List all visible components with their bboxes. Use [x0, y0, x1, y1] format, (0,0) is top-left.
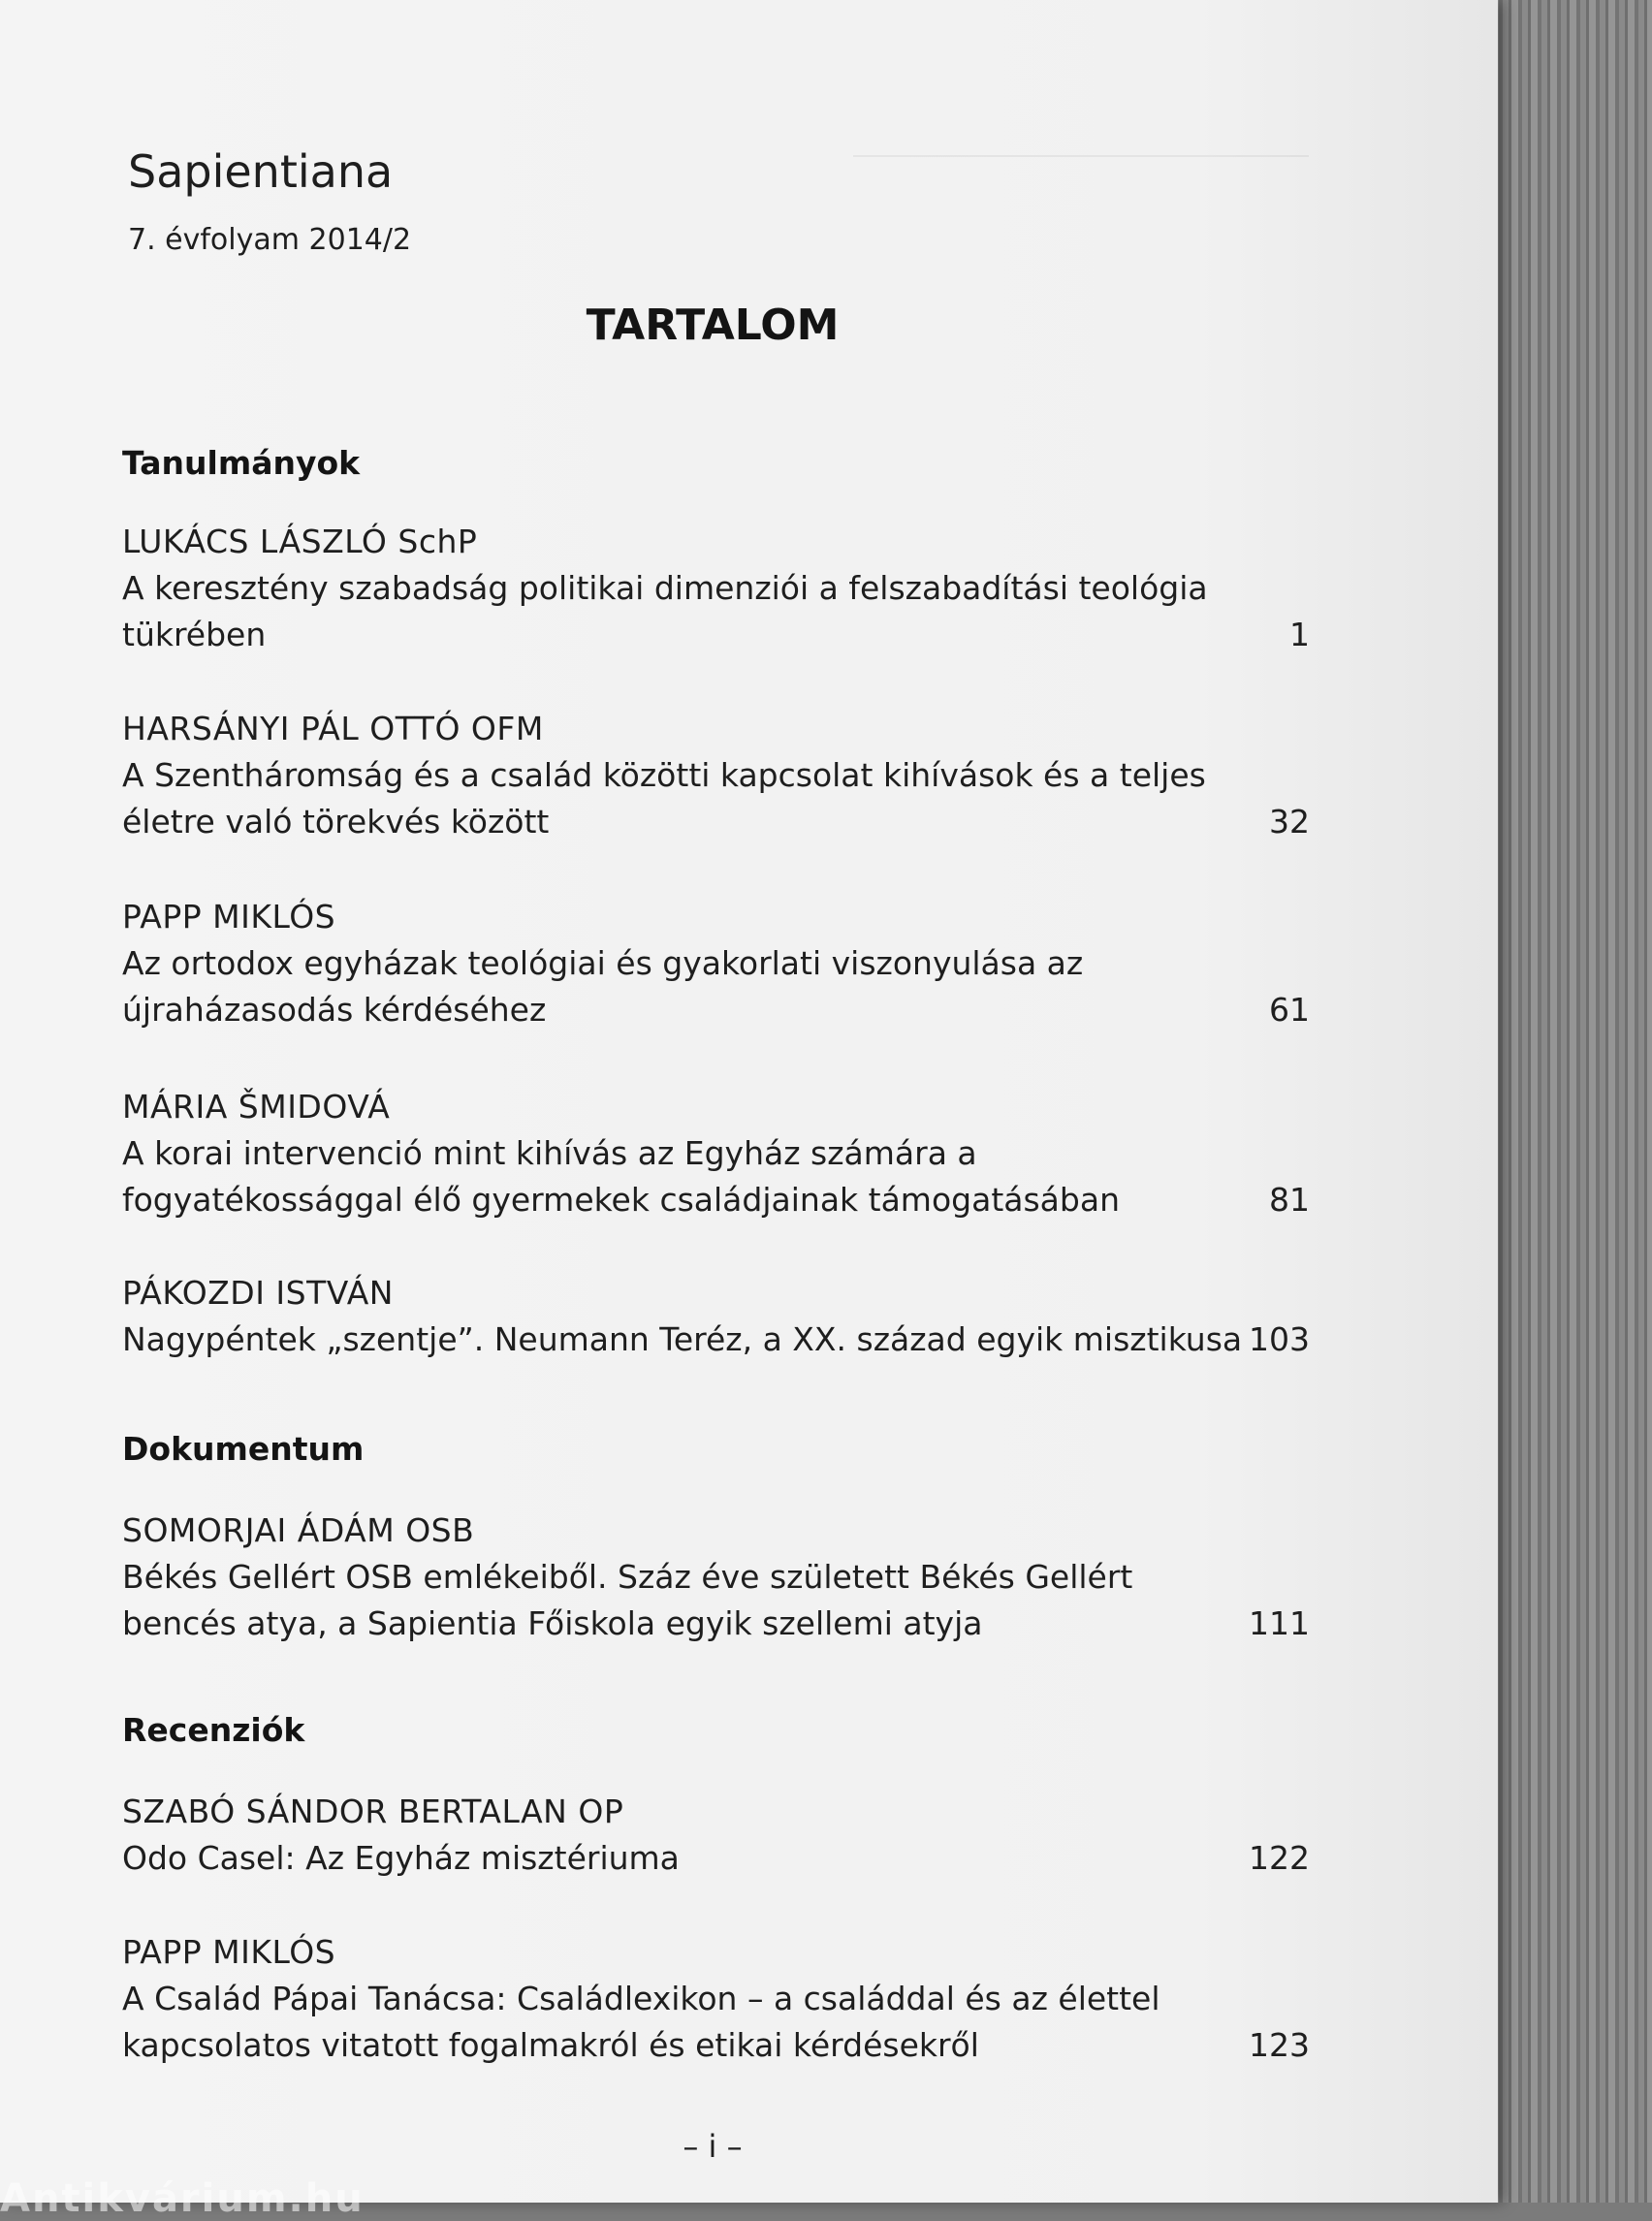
- journal-title: Sapientiana: [128, 145, 394, 198]
- entry-page-number: 1: [1289, 616, 1310, 653]
- toc-entry[interactable]: [122, 1270, 1310, 1363]
- entry-author: MÁRIA ŠMIDOVÁ: [122, 1088, 391, 1126]
- entry-title-line: Odo Casel: Az Egyház misztériuma: [122, 1839, 680, 1877]
- entry-title-line: A Család Pápai Tanácsa: Családlexikon – a családdal és az élettel: [122, 1980, 1160, 2017]
- entry-title-line: életre való törekvés között: [122, 803, 550, 841]
- toc-entry[interactable]: [122, 1507, 1310, 1647]
- entry-page-number: 122: [1249, 1839, 1310, 1877]
- entry-title-line: A korai intervenció mint kihívás az Egyház számára a: [122, 1134, 977, 1172]
- entry-page-number: 81: [1269, 1181, 1310, 1219]
- entry-author: HARSÁNYI PÁL OTTÓ OFM: [122, 710, 544, 747]
- page-folio: – i –: [683, 2128, 743, 2165]
- entry-page-number: 123: [1249, 2026, 1310, 2064]
- toc-entry[interactable]: [122, 706, 1310, 845]
- entry-page-number: 61: [1269, 991, 1310, 1029]
- toc-entry[interactable]: [122, 1789, 1310, 1882]
- toc-entry[interactable]: [122, 519, 1310, 658]
- issue-info: 7. évfolyam 2014/2: [128, 223, 412, 257]
- entry-title-line: Az ortodox egyházak teológiai és gyakorlati viszonyulása az: [122, 944, 1084, 982]
- toc-entry[interactable]: [122, 894, 1310, 1033]
- show-through-decoration: [853, 155, 1309, 157]
- entry-title-line: fogyatékossággal élő gyermekek családjainak támogatásában: [122, 1181, 1120, 1219]
- entry-page-number: 103: [1249, 1320, 1310, 1358]
- entry-title-line: Békés Gellért OSB emlékeiből. Száz éve született Békés Gellért: [122, 1558, 1133, 1596]
- toc-entry[interactable]: [122, 1084, 1310, 1223]
- watermark: Antikvárium.hu: [0, 2176, 365, 2221]
- entry-title-line: A Szentháromság és a család közötti kapcsolat kihívások és a teljes: [122, 756, 1206, 794]
- toc-entry[interactable]: [122, 1929, 1310, 2069]
- entry-title-line: bencés atya, a Sapientia Főiskola egyik szellemi atyja: [122, 1604, 983, 1642]
- entry-title-line: A keresztény szabadság politikai dimenziói a felszabadítási teológia: [122, 569, 1208, 607]
- entry-author: LUKÁCS LÁSZLÓ SchP: [122, 523, 478, 560]
- toc-title: TARTALOM: [586, 301, 840, 350]
- entry-title-line: Nagypéntek „szentje”. Neumann Teréz, a XX. század egyik misztikusa: [122, 1320, 1243, 1358]
- section-heading-studies: Tanulmányok: [122, 444, 361, 482]
- entry-author: PÁKOZDI ISTVÁN: [122, 1274, 394, 1312]
- entry-page-number: 32: [1269, 803, 1310, 841]
- entry-author: PAPP MIKLÓS: [122, 898, 336, 936]
- section-heading-document: Dokumentum: [122, 1430, 365, 1468]
- entry-author: PAPP MIKLÓS: [122, 1933, 336, 1971]
- entry-author: SZABÓ SÁNDOR BERTALAN OP: [122, 1793, 624, 1830]
- entry-page-number: 111: [1249, 1604, 1310, 1642]
- entry-title-line: tükrében: [122, 616, 267, 653]
- entry-title-line: újraházasodás kérdéséhez: [122, 991, 547, 1029]
- entry-author: SOMORJAI ÁDÁM OSB: [122, 1511, 475, 1549]
- entry-title-line: kapcsolatos vitatott fogalmakról és etikai kérdésekről: [122, 2026, 979, 2064]
- background-surface: [1483, 0, 1652, 2203]
- section-heading-reviews: Recenziók: [122, 1711, 305, 1749]
